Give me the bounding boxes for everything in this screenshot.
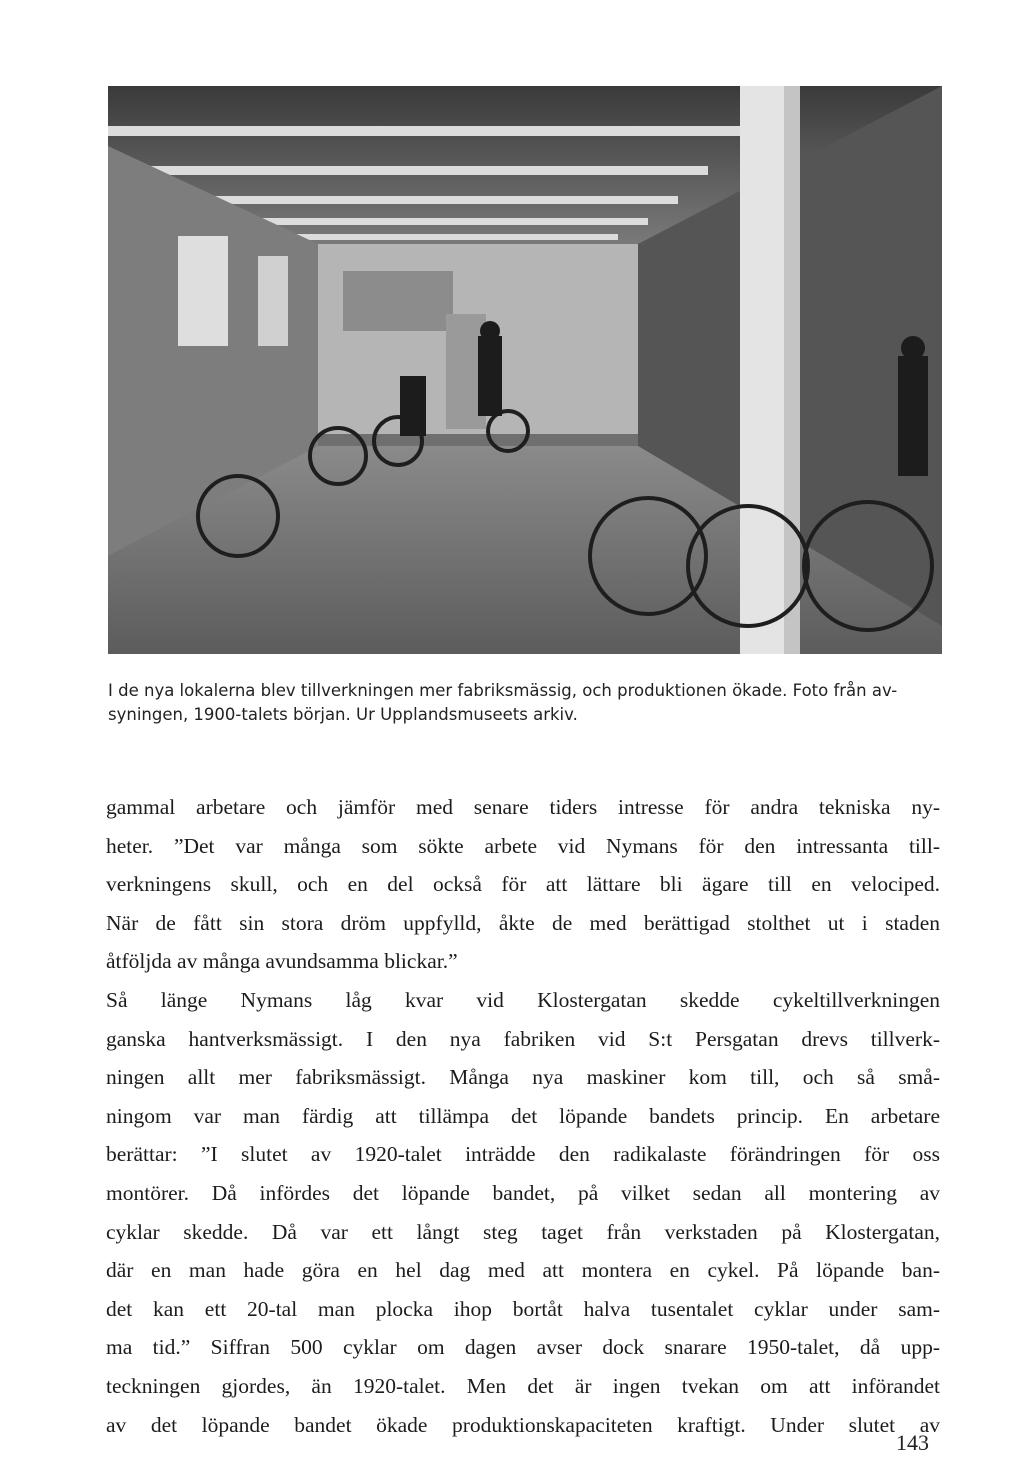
body-line: heter. ”Det var många som sökte arbete vid Nymans för den intressanta till- bbox=[106, 833, 940, 858]
body-text bbox=[106, 788, 940, 1444]
body-line: teckningen gjordes, än 1920-talet. Men det är ingen tvekan om att införandet bbox=[106, 1373, 940, 1398]
body-line: gammal arbetare och jämför med senare tiders intresse för andra tekniska ny- bbox=[106, 795, 940, 819]
body-line: ma tid.” Siffran 500 cyklar om dagen avser dock snarare 1950-talet, då upp- bbox=[106, 1335, 940, 1360]
workshop-photo-drawing bbox=[108, 86, 942, 654]
body-line: cyklar skedde. Då var ett långt steg taget från verkstaden på Klostergatan, bbox=[106, 1219, 940, 1244]
body-line: När de fått sin stora dröm uppfylld, åkte de med berättigad stolthet ut i staden bbox=[106, 910, 940, 935]
body-line: montörer. Då infördes det löpande bandet, på vilket sedan all montering av bbox=[106, 1180, 940, 1205]
workshop-photo bbox=[108, 86, 942, 654]
body-line: där en man hade göra en hel dag med att montera en cykel. På löpande ban- bbox=[106, 1258, 940, 1283]
photo-caption bbox=[108, 679, 944, 727]
page-number: 143 bbox=[896, 1430, 929, 1455]
body-line: ningom var man färdig att tillämpa det löpande bandets princip. En arbetare bbox=[106, 1103, 940, 1128]
body-line: av det löpande bandet ökade produktionskapaciteten kraftigt. Under slutet av bbox=[106, 1412, 940, 1437]
caption-line: I de nya lokalerna blev tillverkningen mer fabriksmässig, och produktionen ökade. Foto från av- bbox=[108, 681, 898, 700]
body-line: berättar: ”I slutet av 1920-talet inträdde den radikalaste förändringen för oss bbox=[106, 1142, 940, 1167]
body-line: Så länge Nymans låg kvar vid Klostergatan skedde cykeltillverkningen bbox=[106, 987, 940, 1012]
body-line: ningen allt mer fabriksmässigt. Många nya maskiner kom till, och så små- bbox=[106, 1065, 940, 1090]
body-line: åtföljda av många avundsamma blickar.” bbox=[106, 949, 458, 974]
body-line: det kan ett 20-tal man plocka ihop bortåt halva tusentalet cyklar under sam- bbox=[106, 1296, 940, 1321]
caption-line: syningen, 1900-talets början. Ur Upplandsmuseets arkiv. bbox=[108, 705, 578, 724]
body-line: ganska hantverksmässigt. I den nya fabriken vid S:t Persgatan drevs tillverk- bbox=[106, 1026, 940, 1051]
body-line: verkningens skull, och en del också för att lättare bli ägare till en velociped. bbox=[106, 872, 940, 897]
